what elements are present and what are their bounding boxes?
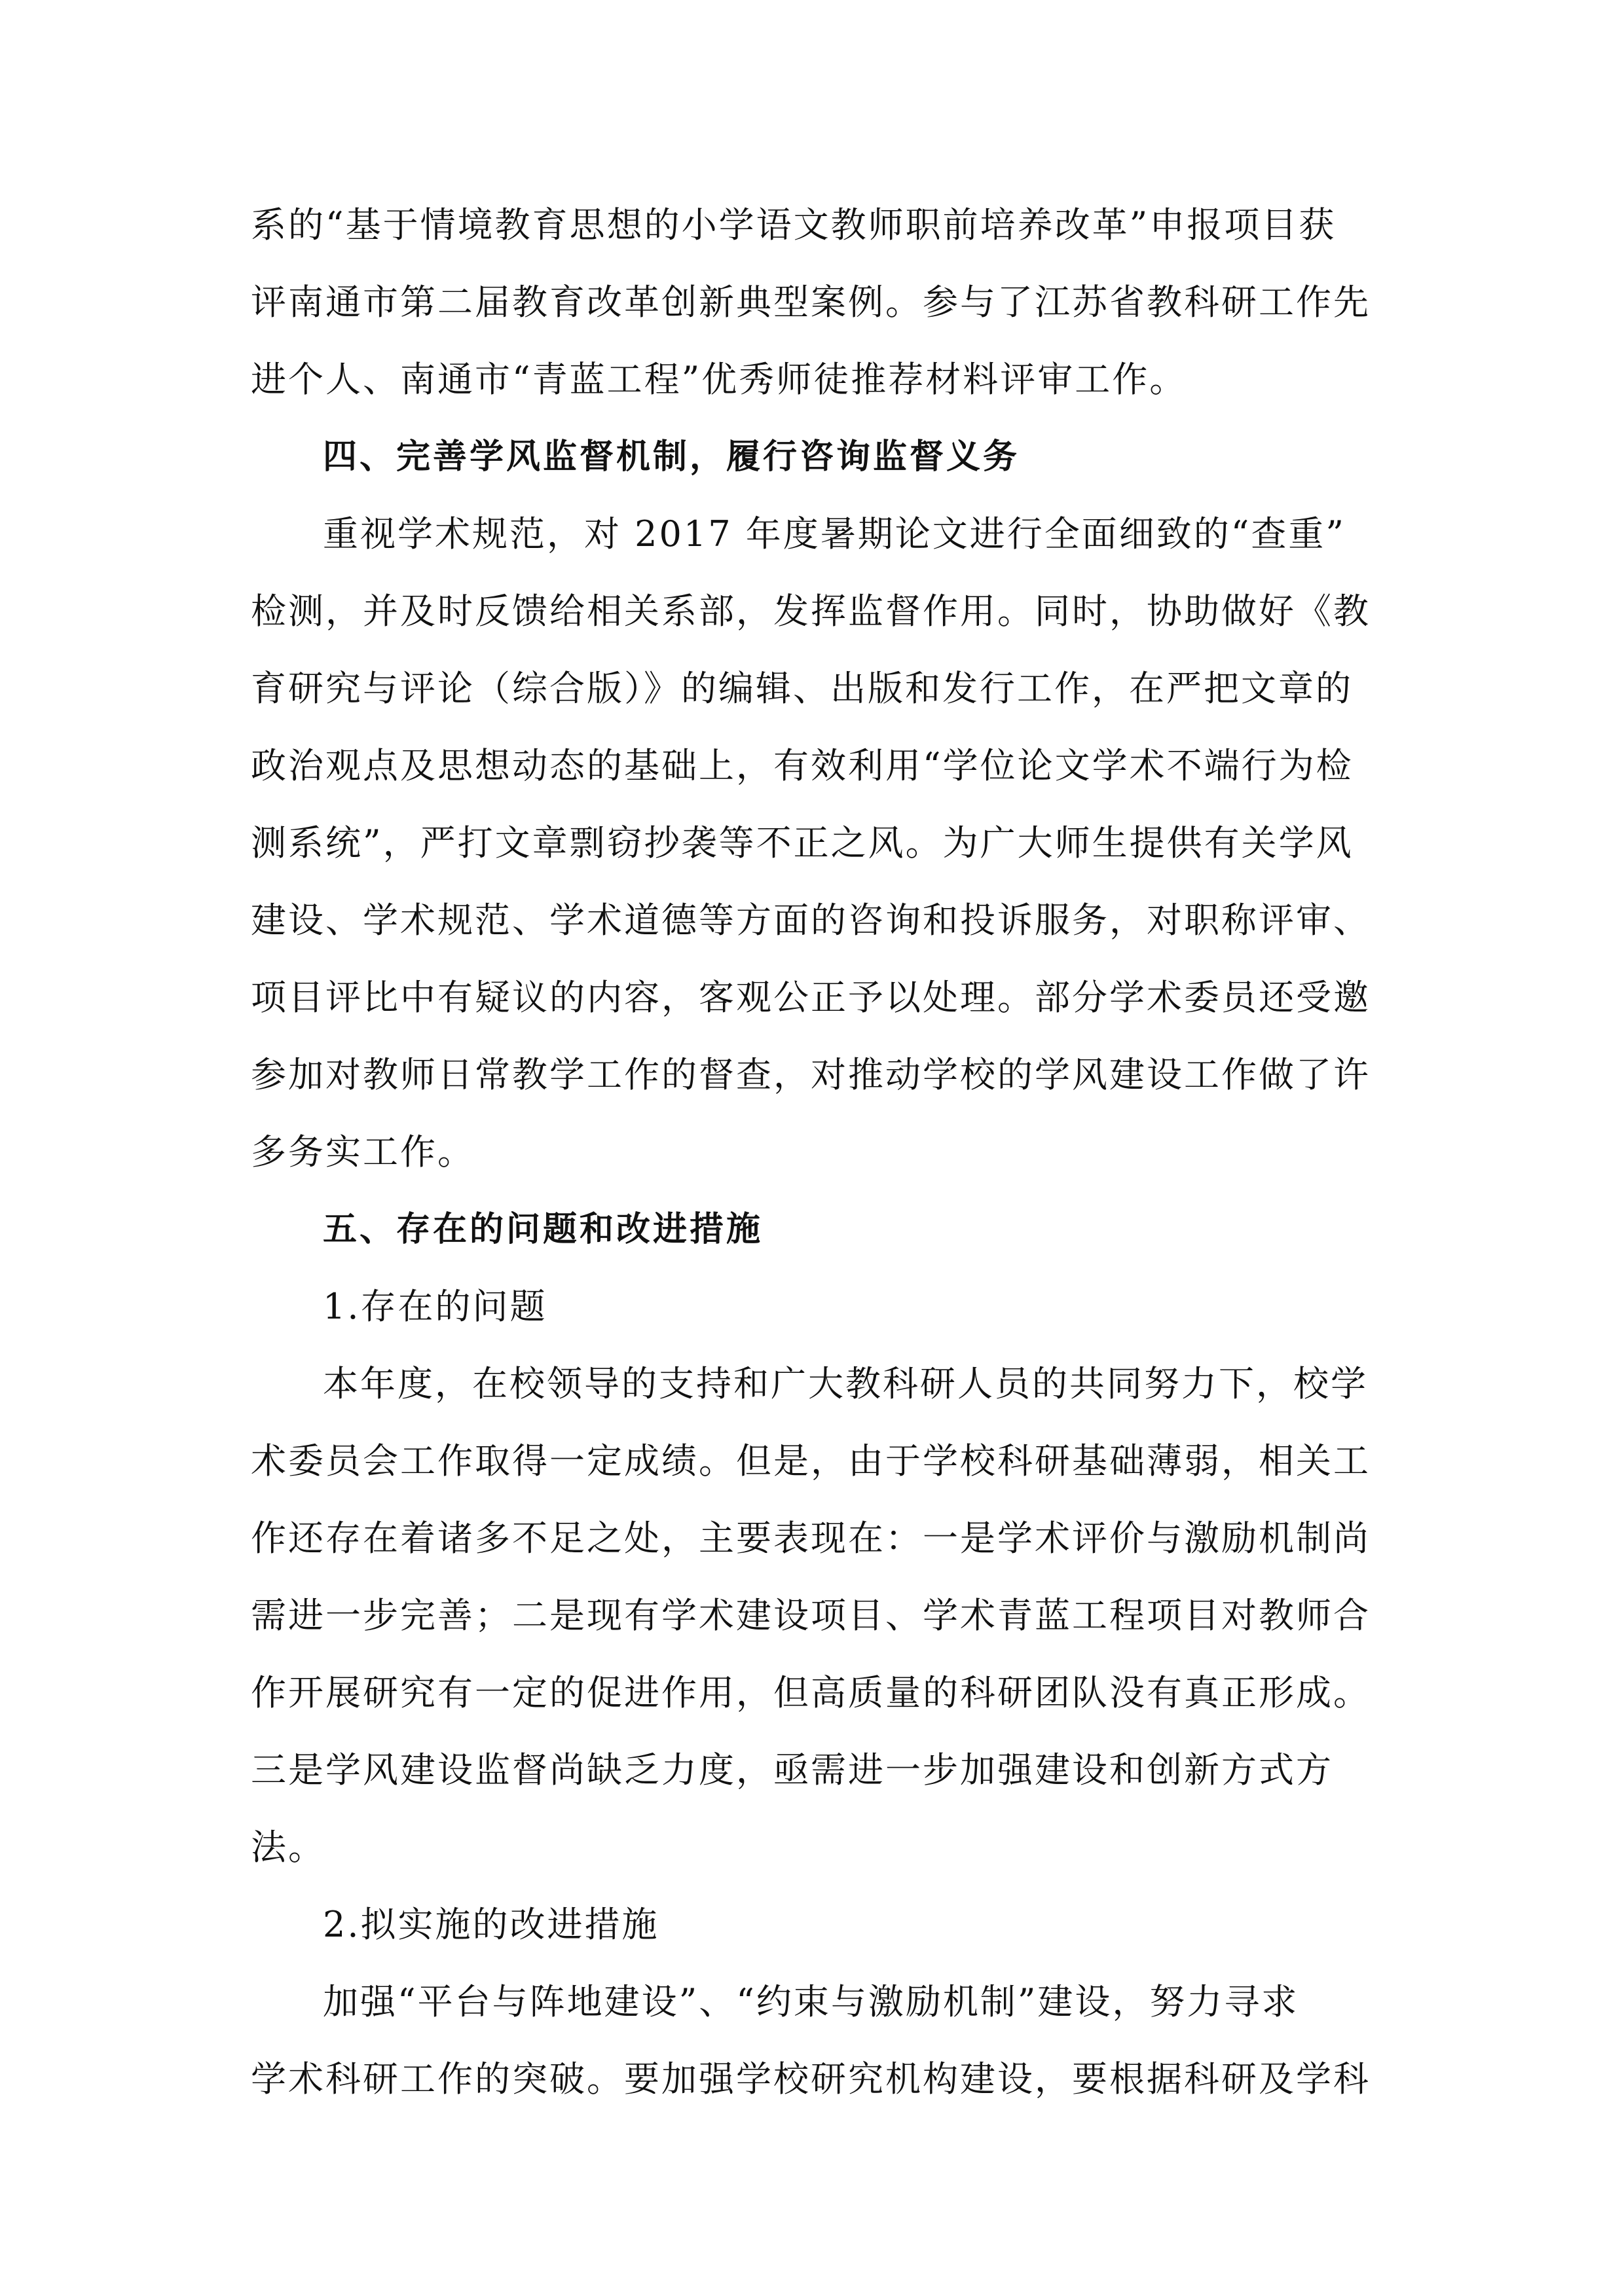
paragraph-line: 重视学术规范，对 2017 年度暑期论文进行全面细致的“查重” [323,513,1346,555]
paragraph-line: 建设、学术规范、学术道德等方面的咨询和投诉服务，对职称评审、 [251,900,1371,941]
paragraph-line: 需进一步完善；二是现有学术建设项目、学术青蓝工程项目对教师合 [251,1595,1371,1636]
paragraph-line: 作还存在着诸多不足之处，主要表现在：一是学术评价与激励机制尚 [251,1518,1371,1559]
paragraph-line: 作开展研究有一定的促进作用，但高质量的科研团队没有真正形成。 [251,1672,1371,1713]
paragraph-line: 项目评比中有疑议的内容，客观公正予以处理。部分学术委员还受邀 [251,977,1371,1018]
subheading: 2.拟实施的改进措施 [323,1904,659,1945]
paragraph-line: 测系统”，严打文章剽窃抄袭等不正之风。为广大师生提供有关学风 [251,822,1354,864]
paragraph-line: 加强“平台与阵地建设”、“约束与激励机制”建设，努力寻求 [323,1981,1299,2022]
paragraph-line: 参加对教师日常教学工作的督查，对推动学校的学风建设工作做了许 [251,1054,1371,1095]
section-heading: 四、完善学风监督机制，履行咨询监督义务 [323,437,1020,477]
paragraph-line: 多务实工作。 [251,1131,475,1173]
paragraph-line: 评南通市第二届教育改革创新典型案例。参与了江苏省教科研工作先 [251,282,1371,323]
section-heading: 五、存在的问题和改进措施 [323,1210,764,1249]
paragraph-line: 术委员会工作取得一定成绩。但是，由于学校科研基础薄弱，相关工 [251,1440,1371,1482]
paragraph-line: 进个人、南通市“青蓝工程”优秀师徒推荐材料评审工作。 [251,359,1187,400]
paragraph-line: 系的“基于情境教育思想的小学语文教师职前培养改革”申报项目获 [251,204,1337,246]
paragraph-line: 三是学风建设监督尚缺乏力度，亟需进一步加强建设和创新方式方 [251,1749,1333,1791]
paragraph-line: 法。 [251,1827,325,1868]
paragraph-line: 育研究与评论（综合版）》的编辑、出版和发行工作，在严把文章的 [251,668,1353,709]
paragraph-line: 政治观点及思想动态的基础上，有效利用“学位论文学术不端行为检 [251,745,1354,786]
paragraph-line: 学术科研工作的突破。要加强学校研究机构建设，要根据科研及学科 [251,2058,1371,2100]
paragraph-line: 本年度，在校领导的支持和广大教科研人员的共同努力下，校学 [323,1363,1368,1404]
subheading: 1.存在的问题 [323,1286,547,1327]
paragraph-line: 检测，并及时反馈给相关系部，发挥监督作用。同时，协助做好《教 [251,591,1371,632]
